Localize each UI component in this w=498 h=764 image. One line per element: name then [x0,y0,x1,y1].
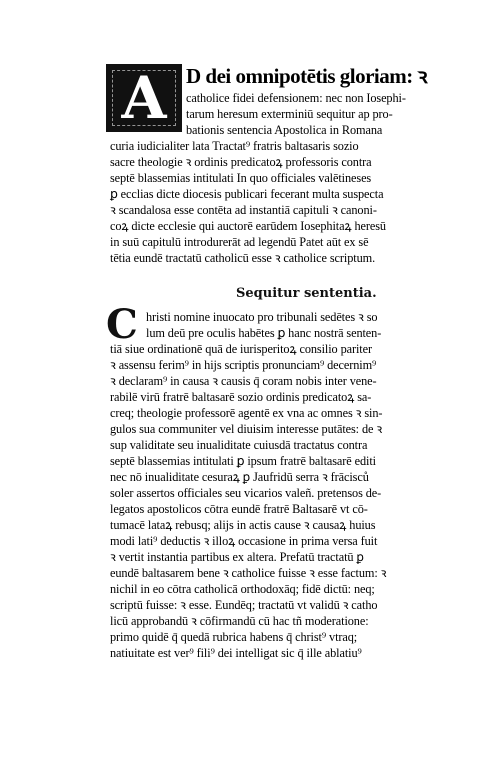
para2-line-2: lum deū pre oculis habētes ꝑ hanc nostrā senten- [146,326,382,340]
para2-line-7: creq; theologie professorē agentē ex vna ac omnes ꝛ sin- [110,406,383,420]
para1-line-8: ꝑ ecclias dicte diocesis publicari fecerant multa suspecta [110,187,384,201]
para2-line-6: rabilē virū fratrē baltasarē sozio ordinis predicatoꝝ sa- [110,390,372,404]
para1-line-6: sacre theologie ꝛ ordinis predicatoꝝ professoris contra [110,155,372,169]
para2-line-20: licū approbandū ꝛ cōfirmandū cū hac tñ moderatione: [110,614,369,628]
para2-line-15: modi lati⁹ deductis ꝛ illoꝝ occasione in prima versa fuit [110,534,378,548]
para2-line-21: primo quidē q̄ quedā rubrica habens q̄ christ⁹ vtraq; [110,630,358,644]
para2-line-22: natiuitate est ver⁹ fili⁹ dei intelligat sic q̄ ille ablatiu⁹ [110,646,362,660]
para2-line-12: soler assertos officiales seu vicarios valeñ. pretensos de- [110,486,382,500]
para1-line-9: ꝛ scandalosa esse contēta ad instantiā capituli ꝛ canoni- [110,203,377,217]
para2-line-10: septē blassemias intitulati ꝑ ipsum fratrē baltasarē editi [110,454,376,468]
para2-line-14: tumacē lataꝝ rebusq; alijs in actis cause ꝛ causaꝝ huius [110,518,376,532]
para1-line-2: catholice fidei defensionem: nec non Iosephi- [186,91,406,105]
para1-line-5: curia iudicialiter lata Tractat⁹ fratris baltasaris sozio [110,139,359,153]
para2-line-18: nichil in eo cōtra catholicā orthodoxāq; fidē dictū: neq; [110,582,375,596]
para1-line-10: coꝝ dicte ecclesie qui auctorē earūdem Iosephitaꝝ heresū [110,219,386,233]
initial-letter: A [121,64,167,132]
para2-line-17: eundē baltasarem bene ꝛ catholice fuisse ꝛ esse factum: ꝛ [110,566,387,580]
para2-line-16: ꝛ vertit instantia partibus ex altera. Prefatū tractatū ꝑ [110,550,364,564]
para2-line-5: ꝛ declaram⁹ in causa ꝛ causis q̄ coram nobis inter vene- [110,374,377,388]
para1-line-3: tarum heresum exterminiū sequitur ap pro- [186,107,393,121]
para2-line-1: hristi nomine inuocato pro tribunali sedētes ꝛ so [146,310,378,324]
para1-line-12: tētia eundē tractatū catholicū esse ꝛ catholice scriptum. [110,251,376,265]
decorated-initial [106,64,184,134]
para1-line-1: D dei omnipotētis gloriam: ꝛ [186,64,427,88]
para1-line-7: septē blassemias intitulati In quo officiales valētineses [110,171,372,185]
para2-line-3: tiā siue ordinationē quā de iurisperitoꝝ consilio pariter [110,342,372,356]
para2-line-8: gulos sua communiter vel diuisim interesse putātes: de ꝛ [110,422,383,436]
para2-line-9: sup validitate seu inualiditate cuiusdā tractatus contra [110,438,368,452]
section-heading: Sequitur sententia. [236,286,377,301]
initial-box [106,64,182,132]
para2-line-19: scriptū fuisse: ꝛ esse. Eundēq; tractatū vt validū ꝛ catho [110,598,378,612]
initial-c: C [106,301,138,348]
para1-line-4: bationis sentencia Apostolica in Romana [186,123,383,137]
para2-line-4: ꝛ assensu ferim⁹ in hijs scriptis pronunciam⁹ decernim⁹ [110,358,377,372]
para2-line-13: legatos apostolicos cōtra eundē fratrē Baltasarē vt cō- [110,502,368,516]
para2-line-11: nec nō inualiditate cesuraꝝ ꝑ Jaufridū serra ꝛ frācisců [110,470,369,484]
para1-line-11: in suū capitulū introdurerāt ad legendū Patet aūt ex sē [110,235,369,249]
